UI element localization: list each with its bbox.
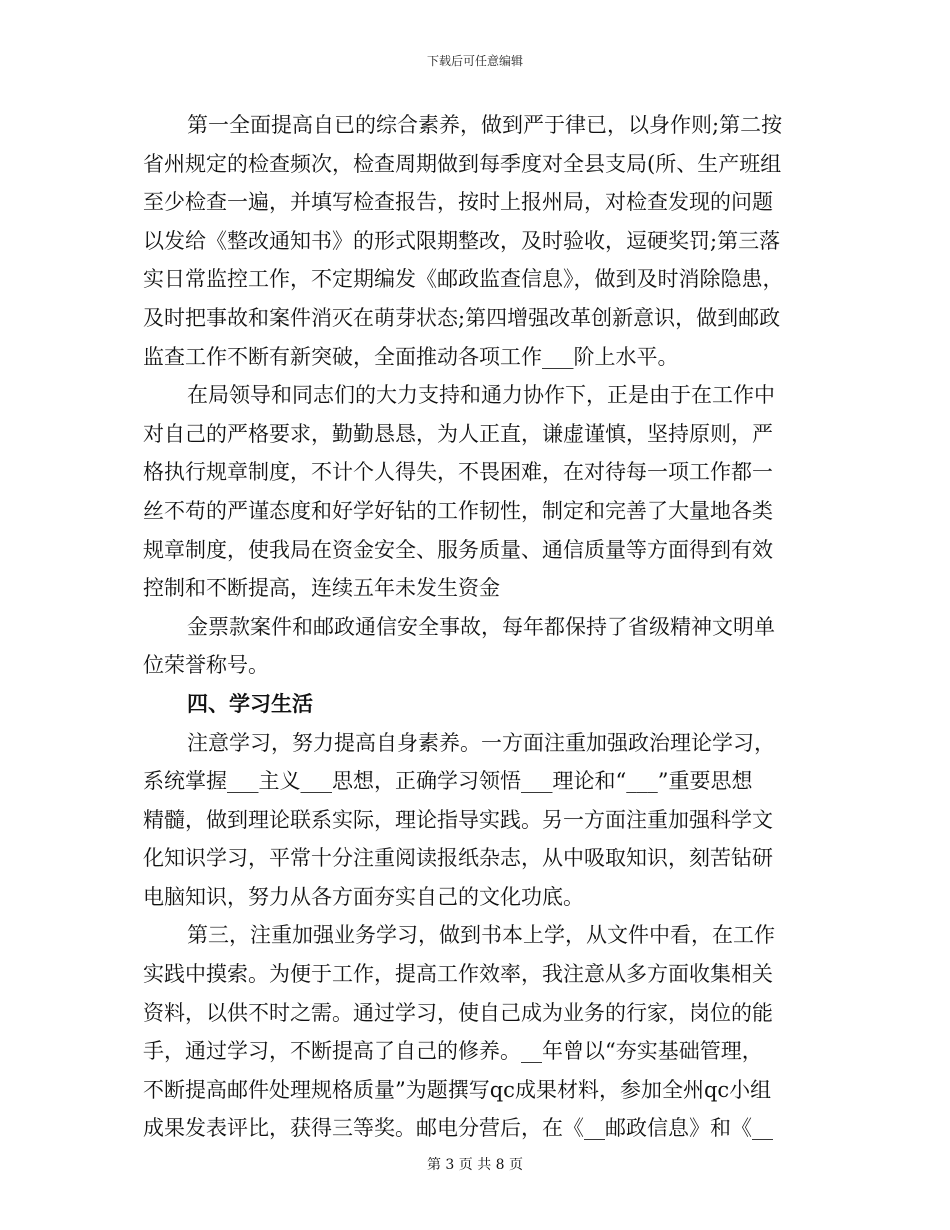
- paragraph-line: 金票款案件和邮政通信安全事故，每年都保持了省级精神文明单: [187, 614, 775, 639]
- paragraph-line: 至少检查一遍，并填写检查报告，按时上报州局，对检查发现的问题: [143, 190, 773, 215]
- document-body: [143, 106, 799, 1148]
- paragraph-line: 规章制度，使我局在资金安全、服务质量、通信质量等方面得到有效: [143, 537, 773, 562]
- paragraph-line: 第一全面提高自已的综合素养，做到严于律已，以身作则;第二按: [187, 113, 783, 137]
- paragraph-line: 实践中摸索。为便于工作，提高工作效率，我注意从多方面收集相关: [143, 962, 773, 987]
- paragraph-line: 监查工作不断有新突破，全面推动各项工作___阶上水平。: [143, 344, 679, 369]
- paragraph-line: 丝不苟的严谨态度和好学好钻的工作韧性，制定和完善了大量地各类: [143, 498, 773, 523]
- paragraph-line: 及时把事故和案件消灭在萌芽状态;第四增强改革创新意识，做到邮政: [143, 305, 781, 330]
- paragraph-line: 不断提高邮件处理规格质量”为题撰写qc成果材料，参加全州qc小组: [143, 1077, 772, 1102]
- paragraph-line: 格执行规章制度，不计个人得失，不畏困难，在对待每一项工作都一: [143, 460, 773, 485]
- section-heading: 四、学习生活: [187, 690, 313, 716]
- paragraph-line: 在局领导和同志们的大力支持和通力协作下，正是由于在工作中: [187, 383, 775, 408]
- paragraph-line: 对自己的严格要求，勤勤恳恳，为人正直，谦虚谨慎，坚持原则，严: [143, 421, 773, 446]
- paragraph-line: 电脑知识，努力从各方面夯实自己的文化功底。: [143, 884, 584, 909]
- page-footer: 第 3 页 共 8 页: [426, 1157, 524, 1173]
- paragraph-line: 系统掌握___主义___思想，正确学习领悟___理论和“___”重要思想: [143, 769, 753, 794]
- paragraph-line: 注意学习，努力提高自身素养。一方面注重加强政治理论学习，: [187, 730, 775, 755]
- paragraph-line: 资料，以供不时之需。通过学习，使自己成为业务的行家，岗位的能: [143, 1000, 773, 1025]
- paragraph-line: 实日常监控工作，不定期编发《邮政监查信息》，做到及时消除隐患，: [143, 267, 784, 292]
- paragraph-line: 位荣誉称号。: [143, 653, 269, 678]
- paragraph-line: 成果发表评比，获得三等奖。邮电分营后，在《__邮政信息》和《__: [143, 1116, 773, 1141]
- page-header: 下载后可任意编辑: [426, 54, 523, 68]
- paragraph-line: 第三，注重加强业务学习，做到书本上学，从文件中看，在工作: [187, 923, 775, 948]
- paragraph-line: 化知识学习，平常十分注重阅读报纸杂志，从中吸取知识，刻苦钻研: [143, 846, 773, 871]
- paragraph-line: 省州规定的检查频次，检查周期做到每季度对全县支局(所、生产班组: [143, 151, 782, 176]
- paragraph-line: 控制和不断提高，连续五年未发生资金: [143, 576, 500, 601]
- paragraph-line: 精髓，做到理论联系实际，理论指导实践。另一方面注重加强科学文: [143, 807, 773, 832]
- paragraph-line: 以发给《整改通知书》的形式限期整改，及时验收，逗硬奖罚;第三落: [143, 228, 781, 253]
- paragraph-line: 手，通过学习，不断提高了自己的修养。__年曾以“夯实基础管理，: [143, 1039, 763, 1064]
